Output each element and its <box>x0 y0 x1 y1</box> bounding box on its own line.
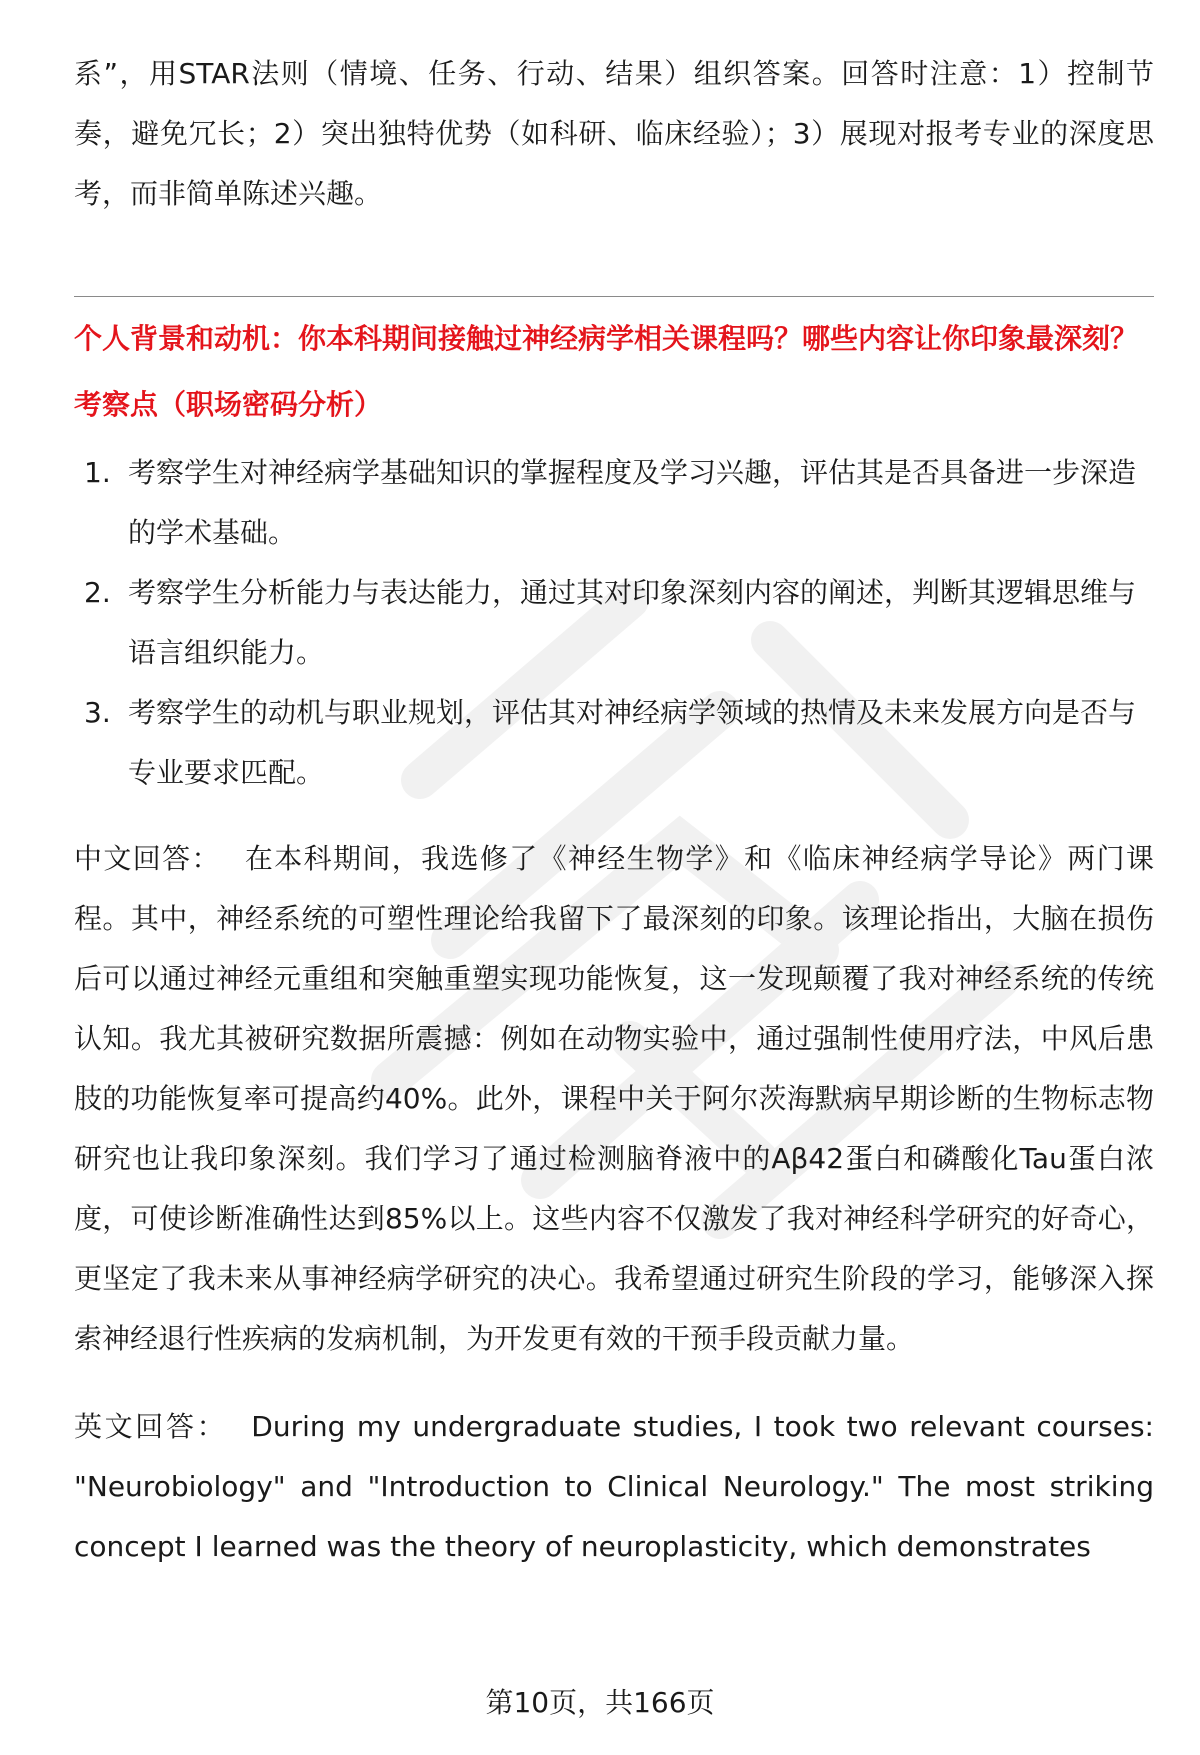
focus-points-list <box>74 443 1154 803</box>
list-number: 2. <box>84 576 111 609</box>
list-item <box>74 443 1154 563</box>
english-answer-label: 英文回答： <box>74 1410 228 1443</box>
list-number: 1. <box>84 456 111 489</box>
list-item-text: 考察学生对神经病学基础知识的掌握程度及学习兴趣，评估其是否具备进一步深造的学术基础。 <box>128 456 1137 549</box>
english-answer <box>74 1397 1154 1577</box>
list-item-text: 考察学生的动机与职业规划，评估其对神经病学领域的热情及未来发展方向是否与专业要求匹配。 <box>128 696 1137 789</box>
list-number: 3. <box>84 696 111 729</box>
focus-heading: 考察点（职场密码分析） <box>74 388 383 421</box>
document-page <box>74 44 1154 1577</box>
chinese-answer-label: 中文回答： <box>74 842 221 875</box>
chinese-answer <box>74 829 1154 1369</box>
english-answer-text: During my undergraduate studies, I took two relevant courses: "Neurobiology" and "Introduction to Clinical Neurology." The most striking concept I learned was the theory of neuroplasticity, which demonstrates <box>74 1410 1154 1563</box>
section-divider <box>74 296 1154 297</box>
list-item <box>74 563 1154 683</box>
question-heading: 个人背景和动机：你本科期间接触过神经病学相关课程吗？哪些内容让你印象最深刻？ <box>74 322 1139 355</box>
list-item <box>74 683 1154 803</box>
intro-paragraph: 系”，用STAR法则（情境、任务、行动、结果）组织答案。回答时注意：1）控制节奏，避免冗长；2）突出独特优势（如科研、临床经验）；3）展现对报考专业的深度思考，而非简单陈述兴趣。 <box>74 57 1154 210</box>
list-item-text: 考察学生分析能力与表达能力，通过其对印象深刻内容的阐述，判断其逻辑思维与语言组织能力。 <box>128 576 1137 669</box>
chinese-answer-text: 在本科期间，我选修了《神经生物学》和《临床神经病学导论》两门课程。其中，神经系统的可塑性理论给我留下了最深刻的印象。该理论指出，大脑在损伤后可以通过神经元重组和突触重塑实现功能恢复，这一发现颠覆了我对神经系统的传统认知。我尤其被研究数据所震撼：例如在动物实验中，通过强制性使用疗法，中风后患肢的功能恢复率可提高约40%。此外，课程中关于阿尔茨海默病早期诊断的生物标志物研究也让我印象深刻。我们学习了通过检测脑脊液中的Aβ42蛋白和磷酸化Tau蛋白浓度，可使诊断准确性达到85%以上。这些内容不仅激发了我对神经科学研究的好奇心，更坚定了我未来从事神经病学研究的决心。我希望通过研究生阶段的学习，能够深入探索神经退行性疾病的发病机制，为开发更有效的干预手段贡献力量。 <box>74 842 1154 1355</box>
page-footer: 第10页，共166页 <box>485 1686 715 1719</box>
